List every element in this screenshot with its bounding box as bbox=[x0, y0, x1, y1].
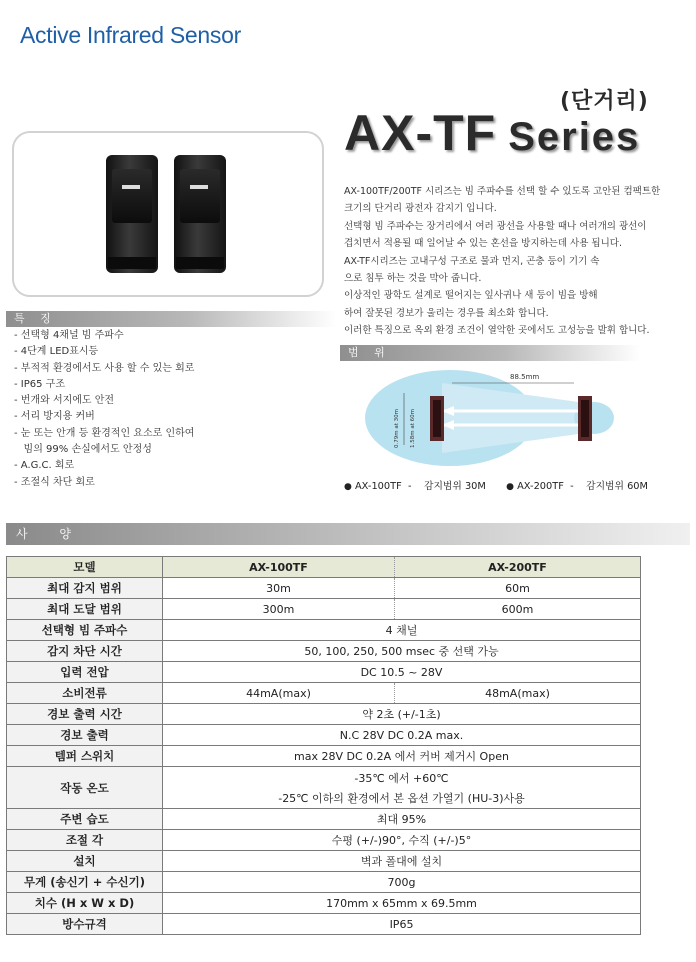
cell-value: 벽과 폴대에 설치 bbox=[163, 851, 641, 872]
legend-item-100tf: AX-100TF - 감지범위 30M bbox=[354, 481, 486, 492]
row-label: 경보 출력 bbox=[7, 725, 163, 746]
table-row bbox=[7, 620, 641, 641]
cell-value: 48mA(max) bbox=[395, 683, 641, 704]
column-header: 모델 bbox=[7, 557, 163, 578]
table-row bbox=[7, 725, 641, 746]
cell-value: 수평 (+/-)90°, 수직 (+/-)5° bbox=[163, 830, 641, 851]
feature-item: - 번개와 서지에도 안전 bbox=[14, 395, 115, 407]
description-line: AX-100TF/200TF 시리즈는 빔 주파수를 선택 할 수 있도록 고안된 컴팩트한 bbox=[344, 186, 661, 197]
korean-subtitle: (단거리) bbox=[560, 89, 649, 114]
range-diagram bbox=[342, 363, 692, 473]
legend-bullet-icon: ● bbox=[506, 482, 514, 492]
table-row bbox=[7, 683, 641, 704]
table-row bbox=[7, 704, 641, 725]
table-row bbox=[7, 830, 641, 851]
cell-value: 최대 95% bbox=[163, 809, 641, 830]
description-line: 이상적인 광학도 설계로 떨어지는 잎사귀나 새 등이 빔을 방해 bbox=[344, 290, 598, 302]
table-header-row bbox=[7, 557, 641, 578]
description-line: 으로 침투 하는 것을 막아 줍니다. bbox=[344, 273, 482, 285]
feature-item: - 조절식 차단 회로 bbox=[14, 476, 95, 488]
spec-table bbox=[6, 556, 641, 935]
cell-value: 300m bbox=[163, 599, 395, 620]
cell-value: 700g bbox=[163, 872, 641, 893]
description-line: AX-TF시리즈는 고내구성 구조로 물과 먼지, 곤충 등이 기기 속 bbox=[344, 255, 600, 267]
description-line: 겹치면서 적용될 때 일어날 수 있는 혼선을 방지하는데 사용 됩니다. bbox=[344, 238, 622, 250]
row-label: 감지 차단 시간 bbox=[7, 641, 163, 662]
row-label: 템퍼 스위치 bbox=[7, 746, 163, 767]
series-word: Series bbox=[508, 115, 641, 159]
table-row bbox=[7, 641, 641, 662]
row-label: 최대 도달 범위 bbox=[7, 599, 163, 620]
feature-item: - 눈 또는 안개 등 환경적인 요소로 인하여 bbox=[14, 427, 195, 439]
cell-value bbox=[163, 767, 641, 809]
feature-item: - 부적적 환경에서도 사용 할 수 있는 회로 bbox=[14, 362, 195, 374]
features-list bbox=[14, 328, 194, 491]
feature-item: 빔의 99% 손실에서도 안정성 bbox=[14, 444, 152, 456]
cell-value: 44mA(max) bbox=[163, 683, 395, 704]
distance-label: 88.5mm bbox=[510, 373, 540, 381]
cell-value: DC 10.5 ~ 28V bbox=[163, 662, 641, 683]
cell-value: IP65 bbox=[163, 914, 641, 935]
feature-item: - 서리 방지용 커버 bbox=[14, 411, 95, 423]
cell-value: N.C 28V DC 0.2A max. bbox=[163, 725, 641, 746]
column-header: AX-100TF bbox=[163, 557, 395, 578]
description-line: 하여 잘못된 경보가 울리는 경우를 최소화 합니다. bbox=[344, 307, 549, 319]
product-description bbox=[344, 183, 694, 340]
cell-value: 600m bbox=[395, 599, 641, 620]
series-title bbox=[344, 104, 640, 162]
row-label: 주변 습도 bbox=[7, 809, 163, 830]
row-label: 설치 bbox=[7, 851, 163, 872]
table-row bbox=[7, 578, 641, 599]
vertical-label-2: 1.58m at 60m bbox=[410, 409, 416, 448]
cell-value-line: -25℃ 이하의 환경에서 본 옵션 가열기 (HU-3)사용 bbox=[278, 791, 525, 805]
table-row bbox=[7, 767, 641, 809]
row-label: 입력 전압 bbox=[7, 662, 163, 683]
legend-bullet-icon: ● bbox=[344, 482, 352, 492]
table-row bbox=[7, 872, 641, 893]
page-title: Active Infrared Sensor bbox=[20, 22, 241, 48]
table-row bbox=[7, 662, 641, 683]
row-label: 방수규격 bbox=[7, 914, 163, 935]
vertical-label-1: 0.79m at 30m bbox=[394, 409, 400, 448]
cell-value: 약 2초 (+/-1초) bbox=[163, 704, 641, 725]
feature-item: - IP65 구조 bbox=[14, 378, 65, 390]
cell-value: 4 채널 bbox=[163, 620, 641, 641]
feature-item: - A.G.C. 회로 bbox=[14, 460, 75, 472]
features-heading: 특 징 bbox=[6, 311, 336, 327]
description-line: 이러한 특징으로 옥외 환경 조건이 열악한 곳에서도 고성능을 발휘 합니다. bbox=[344, 325, 650, 337]
table-row bbox=[7, 914, 641, 935]
table-row bbox=[7, 893, 641, 914]
row-label: 조절 각 bbox=[7, 830, 163, 851]
range-heading: 범 위 bbox=[340, 345, 640, 361]
cell-value: max 28V DC 0.2A 에서 커버 제거시 Open bbox=[163, 746, 641, 767]
cell-value: 170mm x 65mm x 69.5mm bbox=[163, 893, 641, 914]
table-row bbox=[7, 599, 641, 620]
specs-heading: 사 양 bbox=[6, 523, 690, 545]
legend-item-200tf: AX-200TF - 감지범위 60M bbox=[517, 481, 648, 492]
row-label: 선택형 빔 주파수 bbox=[7, 620, 163, 641]
range-legend bbox=[344, 478, 648, 492]
cell-value-line: -35℃ 에서 +60℃ bbox=[354, 771, 449, 785]
feature-item: - 선택형 4채널 빔 주파수 bbox=[14, 330, 124, 341]
table-row bbox=[7, 809, 641, 830]
feature-item: - 4단계 LED표시등 bbox=[14, 346, 99, 358]
description-line: 선택형 빔 주파수는 장거리에서 여러 광선을 사용할 때나 여러개의 광선이 bbox=[344, 220, 647, 232]
description-line: 크기의 단거리 광전자 감지기 입니다. bbox=[344, 203, 497, 215]
model-title: AX-TF bbox=[344, 105, 497, 161]
cell-value: 60m bbox=[395, 578, 641, 599]
table-row bbox=[7, 746, 641, 767]
row-label: 무게 (송신기 + 수신기) bbox=[7, 872, 163, 893]
product-image-frame bbox=[12, 131, 324, 297]
receiver-image bbox=[174, 155, 226, 273]
cell-value: 30m bbox=[163, 578, 395, 599]
column-header: AX-200TF bbox=[395, 557, 641, 578]
row-label: 치수 (H x W x D) bbox=[7, 893, 163, 914]
table-row bbox=[7, 851, 641, 872]
cell-value: 50, 100, 250, 500 msec 중 선택 가능 bbox=[163, 641, 641, 662]
row-label: 작동 온도 bbox=[7, 767, 163, 809]
row-label: 최대 감지 범위 bbox=[7, 578, 163, 599]
row-label: 경보 출력 시간 bbox=[7, 704, 163, 725]
row-label: 소비전류 bbox=[7, 683, 163, 704]
transmitter-image bbox=[106, 155, 158, 273]
